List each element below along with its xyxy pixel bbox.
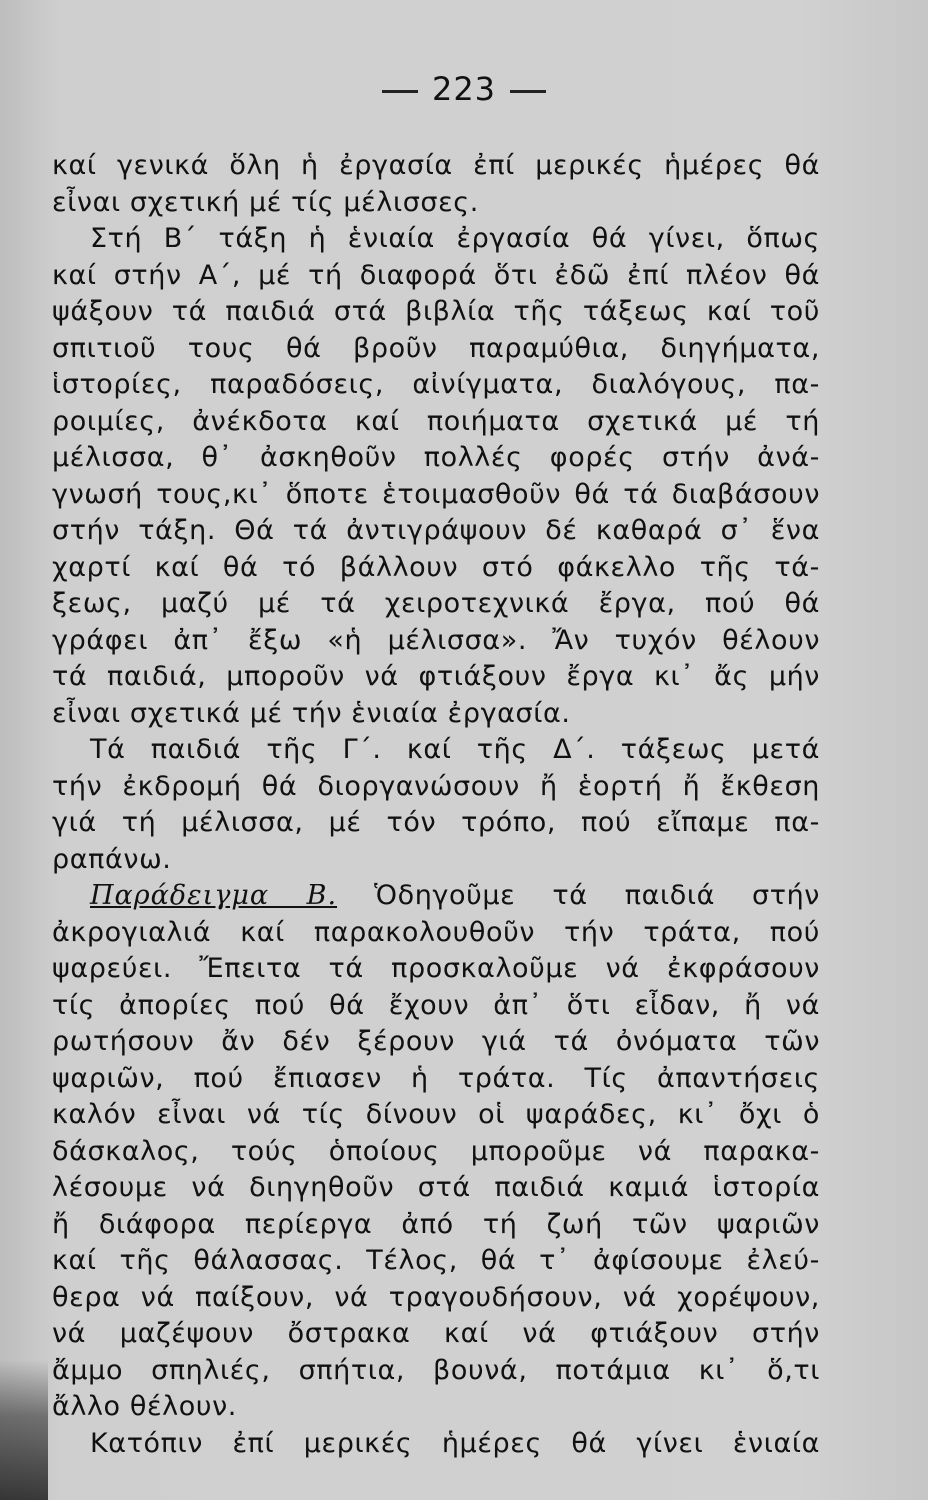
text-line: γνωσή τους,κι᾽ ὅποτε ἑτοιμασθοῦν θά τά διαβάσουν — [52, 478, 820, 510]
text-line: ἱστορίες, παραδόσεις, αἰνίγματα, διαλόγους, πα- — [52, 369, 820, 400]
text-line: καί τῆς θάλασσας. Τέλος, θά τ᾽ ἀφίσουμε ἐλεύ- — [52, 1245, 820, 1276]
text-line: μέλισσα, θ᾽ ἀσκηθοῦν πολλές φορές στήν ἀνά- — [52, 442, 820, 473]
text-line: τίς ἀπορίες πού θά ἔχουν ἀπ᾽ ὅτι εἶδαν, ἤ νά — [52, 989, 820, 1021]
body-text — [52, 148, 820, 1462]
binding-shadow — [0, 1360, 48, 1500]
text-line: ραπάνω. — [52, 843, 172, 875]
text-line-rest: Ὁδηγοῦμε τά παιδιά στήν — [337, 880, 820, 911]
text-line: Κατόπιν ἐπί μερικές ἡμέρες θά γίνει ἑνιαία — [90, 1427, 820, 1459]
text-line: γιά τή μέλισσα, μέ τόν τρόπο, πού εἴπαμε πα- — [52, 807, 820, 838]
text-line: τήν ἐκδρομή θά διοργανώσουν ἤ ἑορτή ἤ ἔκθεση — [52, 770, 820, 802]
text-line: δάσκαλος, τούς ὁποίους μποροῦμε νά παρακα- — [52, 1135, 820, 1167]
text-line: στήν τάξη. Θά τά ἀντιγράψουν δέ καθαρά σ᾽ ἕνα — [52, 515, 820, 546]
page-number: 223 — [431, 70, 497, 108]
text-line: ροιμίες, ἀνέκδοτα καί ποιήματα σχετικά μέ τή — [52, 405, 820, 437]
text-line: λέσουμε νά διηγηθοῦν στά παιδιά καμιά ἱστορία — [52, 1172, 820, 1203]
header-dash-left — [382, 90, 418, 93]
text-line: ἄλλο θέλουν. — [52, 1391, 237, 1422]
text-line: χαρτί καί θά τό βάλλουν στό φάκελλο τῆς τά- — [52, 551, 820, 583]
text-line: εἶναι σχετικά μέ τήν ἑνιαία ἐργασία. — [52, 697, 571, 729]
text-line: ψαριῶν, πού ἔπιασεν ἡ τράτα. Τίς ἀπαντήσεις — [52, 1062, 820, 1094]
text-line: ἀκρογιαλιά καί παρακολουθοῦν τήν τράτα, πού — [52, 916, 820, 948]
page-header — [0, 70, 928, 108]
text-line: καλόν εἶναι νά τίς δίνουν οἱ ψαράδες, κι᾽ ὄχι ὁ — [52, 1099, 820, 1130]
text-line — [52, 878, 820, 915]
text-line: σπιτιοῦ τους θά βροῦν παραμύθια, διηγήματα, — [52, 332, 820, 364]
text-line: καί γενικά ὅλη ἡ ἐργασία ἐπί μερικές ἡμέρες θά — [52, 150, 820, 181]
text-line: ψαρεύει. Ἔπειτα τά προσκαλοῦμε νά ἐκφράσουν — [52, 953, 820, 984]
example-heading: Παράδειγμα Β. — [90, 880, 338, 911]
text-line: νά μαζέψουν ὄστρακα καί νά φτιάξουν στήν — [52, 1318, 820, 1349]
text-line: ἤ διάφορα περίεργα ἀπό τή ζωή τῶν ψαριῶν — [52, 1208, 820, 1240]
text-line: ψάξουν τά παιδιά στά βιβλία τῆς τάξεως καί τοῦ — [52, 296, 820, 327]
text-line: θερα νά παίξουν, νά τραγουδήσουν, νά χορέψουν, — [52, 1281, 820, 1313]
text-line: ρωτήσουν ἄν δέν ξέρουν γιά τά ὀνόματα τῶν — [52, 1026, 820, 1057]
text-line: Τά παιδιά τῆς Γ΄. καί τῆς Δ΄. τάξεως μετά — [90, 734, 820, 765]
text-line: εἶναι σχετική μέ τίς μέλισσες. — [52, 186, 479, 218]
text-line: Στή Β΄ τάξη ἡ ἑνιαία ἐργασία θά γίνει, ὅπως — [90, 223, 820, 254]
text-line: τά παιδιά, μποροῦν νά φτιάξουν ἔργα κι᾽ ἄς μήν — [52, 661, 820, 692]
header-dash-right — [510, 90, 546, 93]
text-line: γράφει ἀπ᾽ ἔξω «ἡ μέλισσα». Ἄν τυχόν θέλουν — [52, 624, 820, 656]
text-line: καί στήν Α΄, μέ τή διαφορά ὅτι ἐδῶ ἐπί πλέον θά — [52, 259, 820, 291]
text-line: ἄμμο σπηλιές, σπήτια, βουνά, ποτάμια κι᾽ ὅ,τι — [52, 1354, 820, 1386]
text-line: ξεως, μαζύ μέ τά χειροτεχνικά ἔργα, πού θά — [52, 588, 820, 619]
